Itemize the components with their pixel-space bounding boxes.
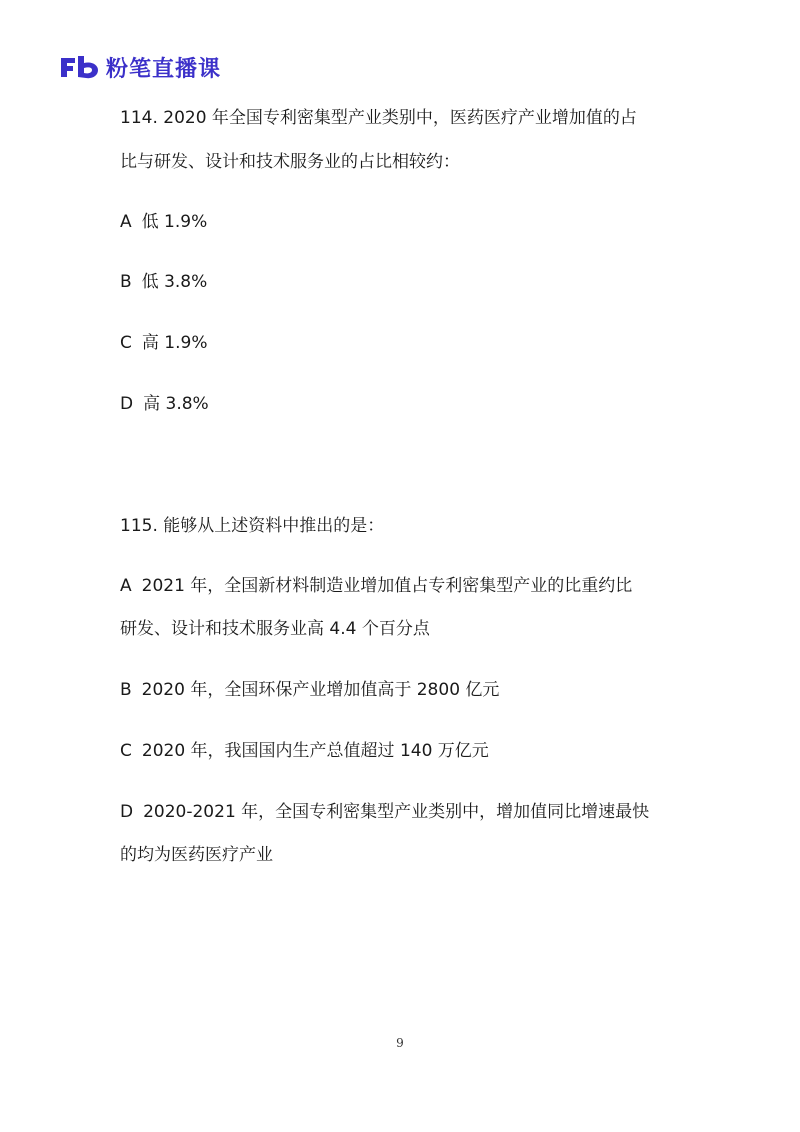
option-text: 低 1.9% — [141, 212, 208, 232]
option-letter: D — [120, 802, 134, 822]
question-115-option-a-cont: 研发、设计和技术服务业高 4.4 个百分点 — [120, 619, 430, 639]
option-letter: B — [120, 272, 132, 292]
question-115-stem: 115. 能够从上述资料中推出的是： — [120, 516, 385, 536]
option-text: 高 1.9% — [141, 333, 208, 353]
option-letter: A — [120, 576, 132, 596]
option-text: 低 3.8% — [141, 272, 208, 292]
question-115-option-d-cont: 的均为医药医疗产业 — [120, 845, 273, 865]
question-114-stem-line2: 比与研发、设计和技术服务业的占比相较约： — [120, 152, 460, 172]
fb-logo-icon — [58, 54, 100, 80]
option-letter: D — [120, 394, 134, 414]
option-letter: C — [120, 741, 132, 761]
brand-name: 粉笔直播课 — [106, 56, 222, 82]
option-letter: A — [120, 212, 132, 232]
question-115-option-b — [120, 678, 499, 702]
question-114-stem-line1: 114. 2020 年全国专利密集型产业类别中，医药医疗产业增加值的占 — [120, 108, 637, 128]
question-115-option-d — [120, 800, 649, 824]
option-letter: B — [120, 680, 132, 700]
question-114-option-b — [120, 270, 207, 294]
page-number: 9 — [396, 1036, 404, 1050]
option-text: 2020-2021 年，全国专利密集型产业类别中，增加值同比增速最快 — [143, 802, 650, 822]
question-114-option-a — [120, 210, 207, 234]
option-text: 2021 年，全国新材料制造业增加值占专利密集型产业的比重约比 — [141, 576, 633, 596]
question-115-option-c — [120, 739, 489, 763]
question-114-option-d — [120, 392, 209, 416]
option-text: 2020 年，全国环保产业增加值高于 2800 亿元 — [141, 680, 500, 700]
option-text: 高 3.8% — [143, 394, 209, 414]
question-114-option-c — [120, 331, 207, 355]
option-text: 2020 年，我国国内生产总值超过 140 万亿元 — [141, 741, 489, 761]
page-header — [58, 52, 221, 82]
option-letter: C — [120, 333, 132, 353]
question-115-option-a — [120, 574, 632, 598]
